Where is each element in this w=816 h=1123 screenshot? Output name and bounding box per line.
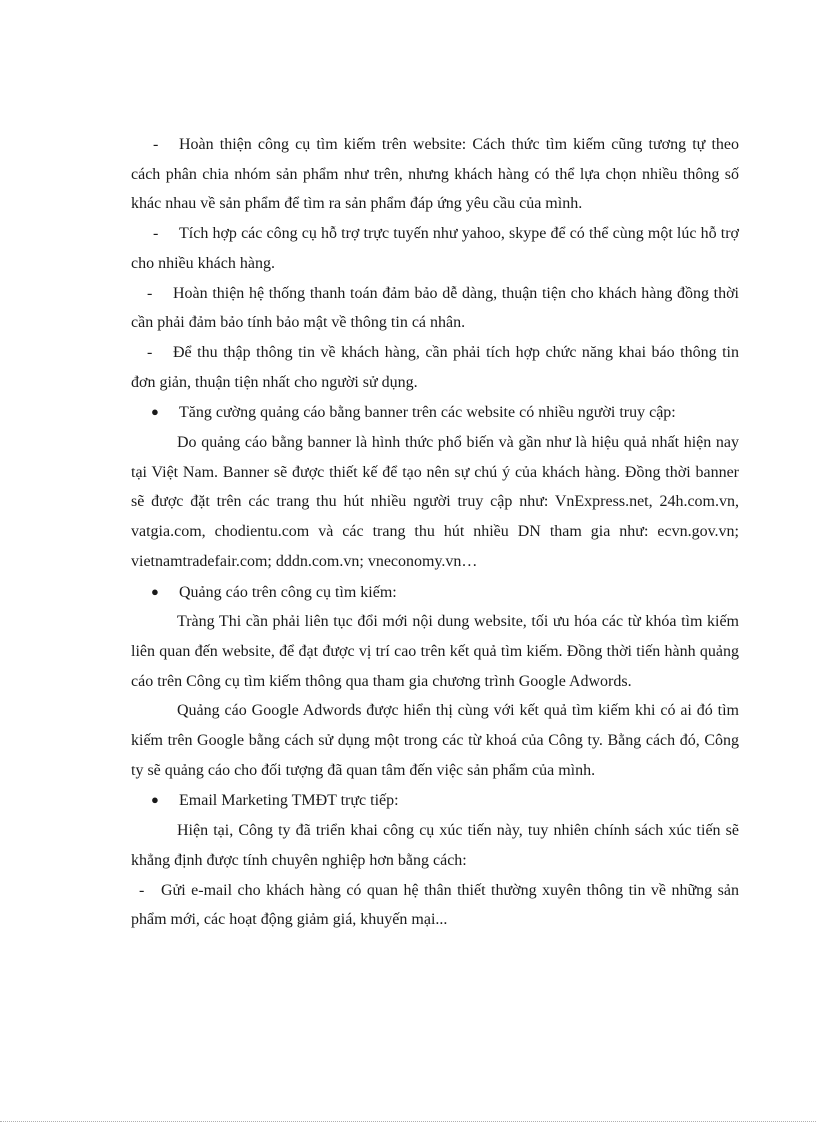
bullet-item-banner-ads	[131, 397, 739, 428]
dash-item-online-support	[131, 219, 739, 278]
paragraph-text: Hoàn thiện hệ thống thanh toán đảm bảo dễ dàng, thuận tiện cho khách hàng đồng thời cần phải đảm bảo tính bảo mật về thông tin cá nhân.	[131, 284, 739, 332]
bullet-item-email-marketing	[131, 785, 739, 816]
bullet-marker: ●	[151, 792, 159, 808]
bullet-marker: ●	[151, 404, 159, 420]
paragraph-text: Email Marketing TMĐT trực tiếp:	[179, 792, 399, 810]
dash-item-send-email	[131, 876, 739, 935]
dash-marker: -	[147, 284, 153, 302]
paragraph-text: Quảng cáo trên công cụ tìm kiếm:	[179, 583, 397, 601]
paragraph-adwords	[131, 696, 739, 785]
dash-item-customer-info	[131, 338, 739, 397]
paragraph-text: Để thu thập thông tin về khách hàng, cần phải tích hợp chức năng khai báo thông tin đơn giản, thuận tiện nhất cho người sử dụng.	[131, 343, 739, 391]
dash-item-search-tool	[131, 130, 739, 219]
paragraph-text: Do quảng cáo bằng banner là hình thức phổ biến và gần như là hiệu quả nhất hiện nay tại Việt Nam. Banner sẽ được thiết kế để tạo nên sự chú ý của khách hàng. Đồng thời banner sẽ được đặt trên các trang thu hút nhiều người truy cập như: VnExpress.net, 24h.com.vn, vatgia.com, chodientu.com và các trang thu hút nhiều DN tham gia như: ecvn.gov.vn; vietnamtradefair.com; dddn.com.vn; vneconomy.vn…	[131, 434, 739, 570]
bullet-item-search-ads	[131, 577, 739, 608]
paragraph-text: Tràng Thi cần phải liên tục đổi mới nội dung website, tối ưu hóa các từ khóa tìm kiếm liên quan đến website, để đạt được vị trí cao trên kết quả tìm kiếm. Đồng thời tiến hành quảng cáo trên Công cụ tìm kiếm thông qua tham gia chương trình Google Adwords.	[131, 613, 739, 690]
paragraph-text: Hiện tại, Công ty đã triển khai công cụ xúc tiến này, tuy nhiên chính sách xúc tiến sẽ khẳng định được tính chuyên nghiệp hơn bằng cách:	[131, 822, 739, 869]
dash-marker: -	[153, 136, 159, 153]
paragraph-seo	[131, 607, 739, 696]
paragraph-banner-details	[131, 428, 739, 577]
page-bottom-border	[0, 1121, 816, 1122]
document-body	[131, 130, 739, 935]
dash-marker: -	[147, 343, 153, 361]
dash-marker: -	[153, 225, 159, 243]
paragraph-text: Tăng cường quảng cáo bằng banner trên các website có nhiều người truy cập:	[179, 404, 676, 422]
paragraph-text: Tích hợp các công cụ hỗ trợ trực tuyến như yahoo, skype để có thể cùng một lúc hỗ trợ cho nhiều khách hàng.	[131, 225, 739, 272]
paragraph-text: Quảng cáo Google Adwords được hiển thị cùng với kết quả tìm kiếm khi có ai đó tìm kiếm trên Google bằng cách sử dụng một trong các từ khoá của Công ty. Bằng cách đó, Công ty sẽ quảng cáo cho đối tượng đã quan tâm đến việc sản phẩm của mình.	[131, 702, 739, 779]
paragraph-text: Hoàn thiện công cụ tìm kiếm trên website: Cách thức tìm kiếm cũng tương tự theo cách phân chia nhóm sản phẩm như trên, nhưng khách hàng có thể lựa chọn nhiều thông số khác nhau về sản phẩm để tìm ra sản phẩm đáp ứng yêu cầu của mình.	[131, 136, 739, 213]
paragraph-email-intro	[131, 816, 739, 875]
dash-marker: -	[139, 881, 145, 899]
dash-item-payment-system	[131, 279, 739, 338]
bullet-marker: ●	[151, 583, 159, 599]
paragraph-text: Gửi e-mail cho khách hàng có quan hệ thân thiết thường xuyên thông tin về những sản phẩm mới, các hoạt động giảm giá, khuyến mại...	[131, 881, 739, 929]
